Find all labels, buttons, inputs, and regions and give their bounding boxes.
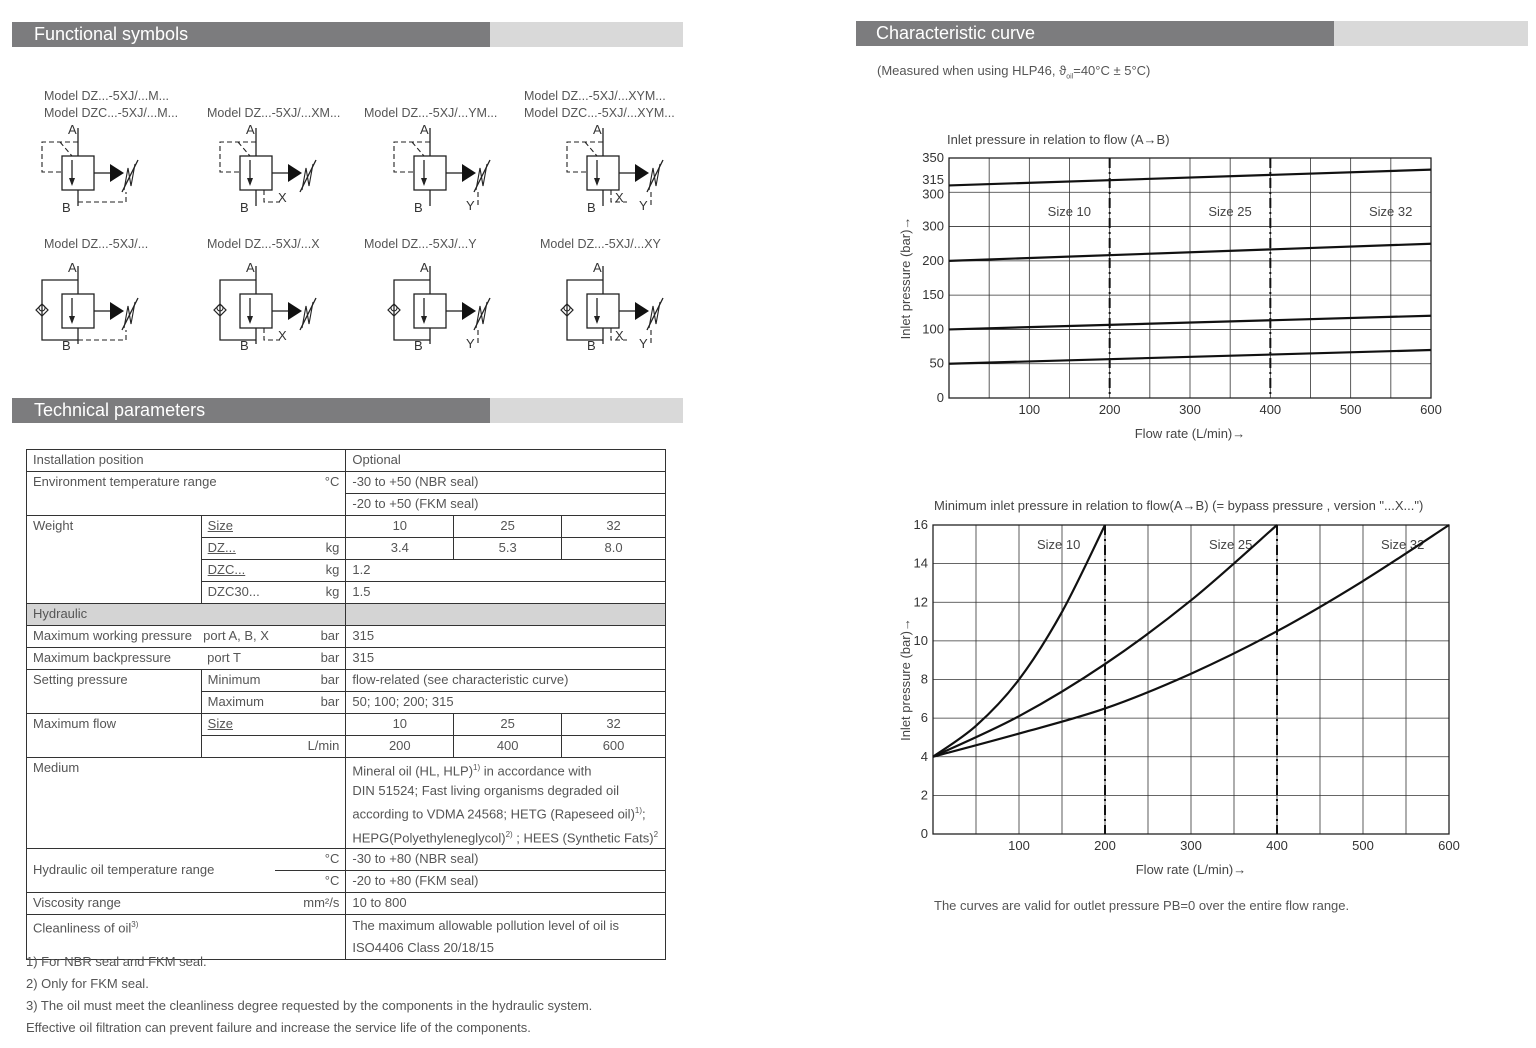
drain-line [78, 330, 126, 340]
size-value: 10 [346, 714, 454, 736]
group-label: Hydraulic [27, 604, 346, 626]
x-tick-label: 600 [1438, 838, 1460, 853]
port-label: Y [639, 336, 648, 351]
y-tick-label: 300 [922, 186, 944, 202]
footnote: Effective oil filtration can prevent failure and increase the service life of the components. [26, 1020, 531, 1035]
weight-value: 3.4 [346, 538, 454, 560]
port-label: A [420, 122, 429, 137]
symbol-label: Model DZ...-5XJ/...X [207, 237, 320, 251]
chart-title: Inlet pressure in relation to flow (A→B) [947, 132, 1170, 147]
param-unit: °C [275, 870, 346, 892]
chart-inlet-pressure [880, 125, 1480, 455]
symbol-label: Model DZ...-5XJ/...M... Model DZC...-5XJ/...M... [44, 89, 179, 120]
port-label: X [278, 190, 287, 205]
flow-value: 400 [454, 736, 562, 758]
arrow-head [421, 178, 427, 186]
x-tick-label: 200 [1094, 838, 1116, 853]
size-value: 25 [454, 714, 562, 736]
port-label: B [587, 200, 596, 215]
flow-value: 200 [346, 736, 454, 758]
param-label: Maximum backpressure [27, 648, 202, 670]
arrow-head [594, 178, 600, 186]
footnote: 2) Only for FKM seal. [26, 976, 149, 991]
section-title: Technical parameters [12, 398, 490, 423]
table-row [27, 472, 666, 494]
symbol-label: Model DZ...-5XJ/...XYM... Model DZC...-5XJ/...XYM... [524, 89, 675, 120]
param-unit: °C [275, 472, 346, 516]
pilot-diagonal [412, 142, 424, 156]
valve-symbol [394, 122, 490, 215]
table-row [27, 914, 666, 959]
param-sub: DZC... [201, 560, 275, 582]
param-unit: kg [275, 582, 346, 604]
param-value: -30 to +80 (NBR seal) [346, 848, 666, 870]
arrow-head [247, 316, 253, 324]
port-label: A [593, 260, 602, 275]
adjust-arrow [300, 298, 316, 330]
param-unit: mm²/s [275, 892, 346, 914]
technical-parameters-table [26, 449, 666, 960]
param-value: 315 [346, 626, 666, 648]
x-axis-label: Flow rate (L/min)→ [1134, 426, 1246, 441]
y-tick-label: 315 [922, 172, 944, 187]
param-unit: kg [275, 560, 346, 582]
measured-conditions: (Measured when using HLP46, $ϑ_{oil}=40^\circ C \pm 5^\circ C$) [877, 63, 1151, 81]
param-sub: Size [201, 516, 346, 538]
y-tick-label: 12 [913, 594, 928, 610]
param-label: Installation position [27, 450, 346, 472]
size-value: 32 [562, 516, 666, 538]
param-value: Optional [346, 450, 666, 472]
characteristic-curve-header [856, 21, 1528, 46]
port-label: B [587, 338, 596, 353]
y-tick-label: 14 [913, 555, 928, 571]
x-tick-label: 100 [1018, 402, 1041, 417]
port-label: A [420, 260, 429, 275]
port-label: X [615, 190, 624, 205]
x-tick-label: 300 [1180, 838, 1202, 853]
param-sub: DZC30... [201, 582, 275, 604]
param-sub: DZ... [201, 538, 275, 560]
hydraulic-symbols [0, 0, 700, 380]
weight-value: 8.0 [562, 538, 666, 560]
y-tick-label: 0 [920, 826, 928, 841]
y-tick-label: 0 [936, 390, 944, 405]
adjust-arrow [122, 298, 138, 330]
param-value: -20 to +80 (FKM seal) [346, 870, 666, 892]
header-bar [1334, 21, 1528, 46]
table-row [27, 848, 666, 870]
param-label: Environment temperature range [27, 472, 275, 516]
param-value: 50; 100; 200; 315 [346, 692, 666, 714]
x-tick-label: 400 [1266, 838, 1288, 853]
y-tick-label: 350 [922, 150, 944, 165]
param-unit: kg [275, 538, 346, 560]
param-label: Cleanliness of oil$^{3)}$ [27, 914, 346, 959]
param-sub: Minimum [201, 670, 275, 692]
pilot-triangle [288, 164, 302, 182]
table-row [27, 604, 666, 626]
y-tick-label: 150 [922, 287, 944, 303]
param-label: Maximum flow [27, 714, 202, 758]
pilot-triangle [288, 302, 302, 320]
param-unit: bar [275, 626, 346, 648]
valve-body [240, 156, 272, 190]
adjust-arrow [474, 298, 490, 330]
port-label: Y [466, 336, 475, 351]
port-label: A [68, 122, 77, 137]
y-tick-label: 2 [920, 787, 928, 803]
table-row [27, 892, 666, 914]
y-axis-label: Inlet pressure (bar)→ [898, 618, 913, 741]
x-tick-label: 600 [1420, 402, 1442, 417]
section-title: Characteristic curve [856, 21, 1334, 46]
x-tick-label: 100 [1008, 838, 1030, 853]
param-value: flow-related (see characteristic curve) [346, 670, 666, 692]
valve-body [240, 294, 272, 328]
port-label: B [414, 200, 423, 215]
table-row [27, 626, 666, 648]
y-axis-label: Inlet pressure (bar)→ [898, 216, 913, 340]
chart-min-inlet-pressure [880, 492, 1500, 882]
param-label: Viscosity range [27, 892, 275, 914]
x-tick-label: 500 [1352, 838, 1374, 853]
valve-symbol [561, 260, 663, 353]
param-value: 315 [346, 648, 666, 670]
pilot-triangle [110, 302, 124, 320]
param-label: Medium [27, 758, 346, 849]
pilot-triangle [462, 164, 476, 182]
valve-body [587, 156, 619, 190]
adjust-arrow [647, 160, 663, 192]
arrow-head [69, 316, 75, 324]
flow-value: 600 [562, 736, 666, 758]
x-tick-label: 200 [1098, 402, 1121, 417]
valve-body [62, 156, 94, 190]
port-label: B [62, 200, 71, 215]
header-bar [490, 398, 683, 423]
port-label: Y [466, 198, 475, 213]
size-label: Size 25 [1208, 204, 1252, 219]
pilot-triangle [635, 164, 649, 182]
y-tick-label: 4 [920, 748, 928, 764]
symbol-label: Model DZ...-5XJ/...Y [364, 237, 477, 251]
symbol-label: Model DZ...-5XJ/...XM... [207, 106, 341, 120]
y-tick-label: 50 [929, 355, 944, 371]
valve-symbol [42, 122, 138, 215]
port-label: X [278, 328, 287, 343]
size-label: Size 32 [1369, 204, 1413, 219]
adjust-arrow [122, 160, 138, 192]
y-tick-label: 6 [920, 710, 928, 726]
y-tick-label: 100 [922, 321, 944, 337]
table-row [27, 516, 666, 538]
param-sub: port T [201, 648, 275, 670]
cleanliness-value: The maximum allowable pollution level of oil is ISO4406 Class 20/18/15 [346, 914, 666, 959]
medium-value: Mineral oil (HL, HLP)$^{1)}$ in accordance with DIN 51524; Fast living organisms degraded oil according to VDMA 24568; HETG (Rapeseed oil)$^{1)}$; HEPG(Polyethyleneglycol)$^{2)}$ ; HEES (Synthetic Fats)$^2$ [346, 758, 666, 849]
group-fill [346, 604, 666, 626]
weight-value: 1.2 [346, 560, 666, 582]
valve-body [414, 294, 446, 328]
param-unit: bar [275, 670, 346, 692]
arrow-head [69, 178, 75, 186]
pilot-triangle [110, 164, 124, 182]
technical-parameters-header [12, 398, 683, 423]
param-value: 10 to 800 [346, 892, 666, 914]
pilot-triangle [635, 302, 649, 320]
x-axis-label: Flow rate (L/min)→ [1135, 862, 1247, 877]
footnote: 3) The oil must meet the cleanliness degree requested by the components in the hydraulic system. [26, 998, 593, 1013]
valve-body [587, 294, 619, 328]
pilot-diagonal [238, 142, 250, 156]
pilot-diagonal [60, 142, 72, 156]
weight-value: 5.3 [454, 538, 562, 560]
valve-body [414, 156, 446, 190]
x-tick-label: 300 [1179, 402, 1201, 417]
param-label: Maximum working pressure [27, 626, 202, 648]
port-label: A [593, 122, 602, 137]
adjust-arrow [474, 160, 490, 192]
param-label: Weight [27, 516, 202, 604]
symbol-label: Model DZ...-5XJ/... [44, 237, 149, 251]
size-value: 32 [562, 714, 666, 736]
param-unit: °C [275, 848, 346, 870]
param-label: Setting pressure [27, 670, 202, 714]
param-sub: Maximum [201, 692, 275, 714]
section-title: Functional symbols [12, 22, 490, 47]
size-label: Size 10 [1037, 537, 1081, 552]
port-label: B [414, 338, 423, 353]
pilot-triangle [462, 302, 476, 320]
table-row [27, 450, 666, 472]
y-tick-label: 10 [913, 632, 928, 648]
valve-symbol [567, 122, 663, 215]
port-label: A [68, 260, 77, 275]
chart-title: Minimum inlet pressure in relation to flow(A→B) (= bypass pressure , version "...X...") [934, 498, 1424, 513]
x-tick-label: 500 [1339, 402, 1362, 417]
port-label: B [240, 338, 249, 353]
size-value: 25 [454, 516, 562, 538]
table-row [27, 648, 666, 670]
size-label: Size 25 [1209, 537, 1253, 552]
y-tick-label: 200 [922, 252, 944, 268]
valve-symbol [220, 122, 316, 215]
y-tick-label: 16 [913, 517, 928, 532]
size-label: Size 32 [1381, 537, 1425, 552]
adjust-arrow [647, 298, 663, 330]
x-tick-label: 400 [1259, 402, 1282, 417]
table-row [27, 714, 666, 736]
param-sub: port A, B, X [201, 626, 275, 648]
param-value: -30 to +50 (NBR seal) [346, 472, 666, 494]
symbol-label: Model DZ...-5XJ/...XY [540, 237, 661, 251]
arrow-head [594, 316, 600, 324]
param-unit: bar [275, 648, 346, 670]
table-row [27, 670, 666, 692]
port-label: B [62, 338, 71, 353]
param-unit: bar [275, 692, 346, 714]
param-unit: L/min [201, 736, 346, 758]
y-tick-label: 8 [920, 671, 928, 687]
param-sub: Size [201, 714, 346, 736]
footnote: 1) For NBR seal and FKM seal. [26, 954, 207, 969]
y-tick-label: 300 [922, 218, 944, 234]
valve-symbol [214, 260, 316, 353]
param-label: Hydraulic oil temperature range [27, 848, 275, 892]
adjust-arrow [300, 160, 316, 192]
size-label: Size 10 [1047, 204, 1092, 219]
port-label: A [246, 260, 255, 275]
port-label: X [615, 328, 624, 343]
port-label: B [240, 200, 249, 215]
validity-note: The curves are valid for outlet pressure PB=0 over the entire flow range. [934, 898, 1350, 913]
size-value: 10 [346, 516, 454, 538]
arrow-head [421, 316, 427, 324]
symbol-label: Model DZ...-5XJ/...YM... [364, 106, 498, 120]
port-label: Y [639, 198, 648, 213]
valve-symbol [36, 260, 138, 353]
arrow-head [247, 178, 253, 186]
param-value: -20 to +50 (FKM seal) [346, 494, 666, 516]
drain-line [78, 192, 126, 202]
valve-body [62, 294, 94, 328]
pilot-diagonal [585, 142, 597, 156]
port-label: A [246, 122, 255, 137]
valve-symbol [388, 260, 490, 353]
table-row [27, 758, 666, 849]
weight-value: 1.5 [346, 582, 666, 604]
